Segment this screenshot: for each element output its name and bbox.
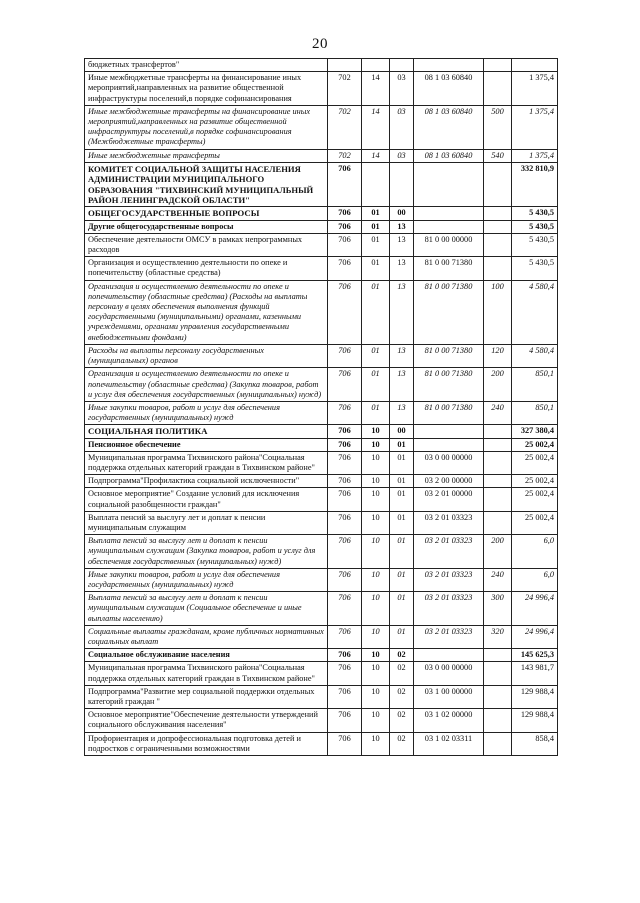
cell-section-code: 10 xyxy=(362,649,390,662)
cell-section-code: 10 xyxy=(362,732,390,755)
cell-amount: 5 430,5 xyxy=(512,220,558,233)
cell-section-code: 10 xyxy=(362,438,390,451)
cell-subsection-code: 01 xyxy=(390,535,414,569)
cell-subsection-code xyxy=(390,59,414,72)
cell-target-article: 03 2 01 03323 xyxy=(414,592,484,626)
cell-name: Иные закупки товаров, работ и услуг для обеспечения государственных (муниципальных) нужд xyxy=(85,401,328,424)
cell-expense-type: 200 xyxy=(484,368,512,402)
cell-department-code: 706 xyxy=(328,662,362,685)
table-row xyxy=(85,401,558,424)
cell-name: Выплата пенсий за выслугу лет и доплат к пенсии муниципальным служащим xyxy=(85,511,328,534)
cell-department-code: 706 xyxy=(328,207,362,220)
cell-department-code: 706 xyxy=(328,568,362,591)
cell-section-code: 10 xyxy=(362,451,390,474)
table-row xyxy=(85,149,558,162)
cell-amount: 5 430,5 xyxy=(512,207,558,220)
cell-amount: 25 002,4 xyxy=(512,475,558,488)
table-row xyxy=(85,732,558,755)
cell-department-code: 706 xyxy=(328,220,362,233)
cell-target-article xyxy=(414,438,484,451)
table-row xyxy=(85,535,558,569)
cell-amount: 858,4 xyxy=(512,732,558,755)
cell-department-code: 702 xyxy=(328,149,362,162)
cell-expense-type: 100 xyxy=(484,280,512,344)
cell-department-code: 706 xyxy=(328,685,362,708)
cell-section-code: 01 xyxy=(362,280,390,344)
table-row xyxy=(85,425,558,438)
cell-target-article: 03 1 00 00000 xyxy=(414,685,484,708)
cell-section-code: 10 xyxy=(362,488,390,511)
table-row xyxy=(85,649,558,662)
cell-subsection-code: 03 xyxy=(390,149,414,162)
cell-section-code: 10 xyxy=(362,709,390,732)
cell-section-code: 01 xyxy=(362,220,390,233)
cell-amount: 332 810,9 xyxy=(512,162,558,207)
cell-subsection-code: 01 xyxy=(390,592,414,626)
cell-department-code: 702 xyxy=(328,105,362,149)
cell-subsection-code: 13 xyxy=(390,344,414,367)
cell-name: Подпрограмма"Развитие мер социальной поддержки отдельных категорий граждан " xyxy=(85,685,328,708)
cell-target-article: 08 1 03 60840 xyxy=(414,72,484,106)
cell-expense-type xyxy=(484,233,512,256)
cell-subsection-code: 00 xyxy=(390,207,414,220)
table-row xyxy=(85,368,558,402)
cell-department-code: 706 xyxy=(328,475,362,488)
cell-amount: 327 380,4 xyxy=(512,425,558,438)
cell-subsection-code: 01 xyxy=(390,625,414,648)
cell-name: Подпрограмма"Профилактика социальной исключенности" xyxy=(85,475,328,488)
cell-expense-type: 540 xyxy=(484,149,512,162)
cell-section-code: 10 xyxy=(362,475,390,488)
cell-expense-type: 240 xyxy=(484,401,512,424)
cell-name: Профориентация и допрофессиональная подготовка детей и подростков с ограниченными возможностями xyxy=(85,732,328,755)
cell-target-article xyxy=(414,59,484,72)
cell-section-code: 01 xyxy=(362,401,390,424)
cell-amount: 5 430,5 xyxy=(512,257,558,280)
cell-department-code: 706 xyxy=(328,401,362,424)
cell-section-code: 01 xyxy=(362,344,390,367)
cell-name: Другие общегосударственные вопросы xyxy=(85,220,328,233)
cell-expense-type: 120 xyxy=(484,344,512,367)
cell-amount: 25 002,4 xyxy=(512,451,558,474)
budget-table-body xyxy=(85,59,558,756)
cell-section-code: 01 xyxy=(362,233,390,256)
cell-department-code: 706 xyxy=(328,649,362,662)
cell-amount: 6,0 xyxy=(512,535,558,569)
cell-amount: 5 430,5 xyxy=(512,233,558,256)
cell-department-code: 706 xyxy=(328,257,362,280)
cell-expense-type xyxy=(484,709,512,732)
cell-amount: 1 375,4 xyxy=(512,72,558,106)
cell-department-code xyxy=(328,59,362,72)
cell-name: Организация и осуществлению деятельности по опеке и попечительству (областные средства) (Закупка товаров, работ и услуг для обеспечения государственных (муниципальных) нужд) xyxy=(85,368,328,402)
cell-target-article: 81 0 00 71380 xyxy=(414,280,484,344)
cell-section-code xyxy=(362,162,390,207)
cell-target-article: 08 1 03 60840 xyxy=(414,149,484,162)
cell-target-article: 03 2 01 03323 xyxy=(414,625,484,648)
cell-subsection-code: 13 xyxy=(390,220,414,233)
cell-department-code: 706 xyxy=(328,233,362,256)
cell-subsection-code: 02 xyxy=(390,709,414,732)
cell-section-code: 01 xyxy=(362,207,390,220)
table-row xyxy=(85,511,558,534)
cell-amount: 6,0 xyxy=(512,568,558,591)
cell-subsection-code: 02 xyxy=(390,662,414,685)
cell-department-code: 706 xyxy=(328,535,362,569)
cell-subsection-code: 13 xyxy=(390,257,414,280)
cell-subsection-code xyxy=(390,162,414,207)
cell-name: Муниципальная программа Тихвинского района"Социальная поддержка отдельных категорий граждан в Тихвинском районе" xyxy=(85,662,328,685)
cell-department-code: 706 xyxy=(328,344,362,367)
cell-section-code: 01 xyxy=(362,257,390,280)
cell-amount: 25 002,4 xyxy=(512,488,558,511)
cell-name: Иные закупки товаров, работ и услуг для обеспечения государственных (муниципальных) нужд xyxy=(85,568,328,591)
cell-subsection-code: 00 xyxy=(390,425,414,438)
cell-subsection-code: 13 xyxy=(390,368,414,402)
cell-department-code: 706 xyxy=(328,162,362,207)
table-row xyxy=(85,207,558,220)
cell-expense-type xyxy=(484,207,512,220)
cell-subsection-code: 01 xyxy=(390,438,414,451)
table-row xyxy=(85,162,558,207)
cell-department-code: 706 xyxy=(328,592,362,626)
cell-target-article xyxy=(414,649,484,662)
cell-section-code: 14 xyxy=(362,149,390,162)
cell-subsection-code: 02 xyxy=(390,649,414,662)
cell-amount: 25 002,4 xyxy=(512,511,558,534)
table-row xyxy=(85,451,558,474)
cell-expense-type xyxy=(484,220,512,233)
cell-name: КОМИТЕТ СОЦИАЛЬНОЙ ЗАЩИТЫ НАСЕЛЕНИЯ АДМИНИСТРАЦИИ МУНИЦИПАЛЬНОГО ОБРАЗОВАНИЯ "ТИХВИНСКИЙ МУНИЦИПАЛЬНЫЙ РАЙОН ЛЕНИНГРАДСКОЙ ОБЛАСТИ" xyxy=(85,162,328,207)
cell-name: СОЦИАЛЬНАЯ ПОЛИТИКА xyxy=(85,425,328,438)
cell-target-article: 81 0 00 71380 xyxy=(414,368,484,402)
page-number: 20 xyxy=(312,36,328,52)
cell-subsection-code: 01 xyxy=(390,511,414,534)
cell-name: бюджетных трансфертов" xyxy=(85,59,328,72)
cell-department-code: 706 xyxy=(328,280,362,344)
table-row xyxy=(85,280,558,344)
cell-amount: 850,1 xyxy=(512,368,558,402)
cell-target-article: 81 0 00 00000 xyxy=(414,233,484,256)
cell-target-article: 03 2 01 03323 xyxy=(414,511,484,534)
cell-name: Иные межбюджетные трансферты xyxy=(85,149,328,162)
cell-amount xyxy=(512,59,558,72)
cell-expense-type xyxy=(484,72,512,106)
cell-subsection-code: 13 xyxy=(390,233,414,256)
table-row xyxy=(85,105,558,149)
cell-target-article: 03 2 01 03323 xyxy=(414,568,484,591)
cell-amount: 24 996,4 xyxy=(512,592,558,626)
cell-expense-type: 300 xyxy=(484,592,512,626)
table-row xyxy=(85,220,558,233)
cell-expense-type: 500 xyxy=(484,105,512,149)
cell-department-code: 706 xyxy=(328,511,362,534)
cell-target-article xyxy=(414,162,484,207)
budget-table xyxy=(84,58,558,756)
cell-subsection-code: 01 xyxy=(390,568,414,591)
cell-expense-type xyxy=(484,59,512,72)
table-row xyxy=(85,475,558,488)
cell-department-code: 706 xyxy=(328,438,362,451)
cell-section-code: 10 xyxy=(362,625,390,648)
cell-name: Выплата пенсий за выслугу лет и доплат к пенсии муниципальным служащим (Закупка товаров, работ и услуг для обеспечения государственных (муниципальных) нужд) xyxy=(85,535,328,569)
cell-subsection-code: 02 xyxy=(390,732,414,755)
cell-expense-type xyxy=(484,488,512,511)
table-row xyxy=(85,709,558,732)
cell-department-code: 706 xyxy=(328,488,362,511)
table-row xyxy=(85,59,558,72)
cell-amount: 143 981,7 xyxy=(512,662,558,685)
cell-subsection-code: 03 xyxy=(390,72,414,106)
table-row xyxy=(85,438,558,451)
cell-name: Основное мероприятие"Обеспечение деятельности утверждений социального обслуживания населения" xyxy=(85,709,328,732)
cell-expense-type xyxy=(484,425,512,438)
cell-target-article: 03 2 00 00000 xyxy=(414,475,484,488)
cell-name: Иные межбюджетные трансферты на финансирование иных мероприятий,направленных на развитие общественной инфраструктуры поселений,в порядке софинансирования (Межбюджетные трансферты) xyxy=(85,105,328,149)
cell-section-code: 10 xyxy=(362,662,390,685)
cell-subsection-code: 03 xyxy=(390,105,414,149)
cell-department-code: 706 xyxy=(328,625,362,648)
cell-section-code: 10 xyxy=(362,511,390,534)
table-row xyxy=(85,662,558,685)
cell-name: Организация и осуществлению деятельности по опеке и попечительству (областные средства) xyxy=(85,257,328,280)
cell-expense-type: 200 xyxy=(484,535,512,569)
cell-target-article: 03 0 00 00000 xyxy=(414,451,484,474)
cell-amount: 1 375,4 xyxy=(512,105,558,149)
cell-expense-type xyxy=(484,475,512,488)
cell-subsection-code: 01 xyxy=(390,451,414,474)
cell-department-code: 702 xyxy=(328,72,362,106)
cell-section-code: 14 xyxy=(362,105,390,149)
cell-expense-type xyxy=(484,438,512,451)
cell-name: Выплата пенсий за выслугу лет и доплат к пенсии муниципальным служащим (Социальное обеспечение и иные выплаты населению) xyxy=(85,592,328,626)
cell-subsection-code: 02 xyxy=(390,685,414,708)
cell-department-code: 706 xyxy=(328,451,362,474)
cell-subsection-code: 01 xyxy=(390,488,414,511)
cell-amount: 4 580,4 xyxy=(512,344,558,367)
cell-section-code: 01 xyxy=(362,368,390,402)
cell-expense-type xyxy=(484,662,512,685)
cell-name: Социальное обслуживание населения xyxy=(85,649,328,662)
cell-name: Обеспечение деятельности ОМСУ в рамках непрограммных расходов xyxy=(85,233,328,256)
cell-expense-type xyxy=(484,685,512,708)
table-row xyxy=(85,592,558,626)
table-row xyxy=(85,233,558,256)
cell-subsection-code: 13 xyxy=(390,280,414,344)
cell-amount: 1 375,4 xyxy=(512,149,558,162)
cell-target-article xyxy=(414,425,484,438)
cell-target-article: 03 2 01 03323 xyxy=(414,535,484,569)
cell-expense-type xyxy=(484,732,512,755)
cell-expense-type: 240 xyxy=(484,568,512,591)
cell-expense-type xyxy=(484,257,512,280)
table-row xyxy=(85,568,558,591)
cell-department-code: 706 xyxy=(328,425,362,438)
cell-target-article: 03 1 02 00000 xyxy=(414,709,484,732)
cell-expense-type xyxy=(484,451,512,474)
cell-section-code xyxy=(362,59,390,72)
cell-subsection-code: 13 xyxy=(390,401,414,424)
table-row xyxy=(85,72,558,106)
cell-amount: 145 625,3 xyxy=(512,649,558,662)
cell-name: Социальные выплаты гражданам, кроме публичных нормативных социальных выплат xyxy=(85,625,328,648)
cell-name: Организация и осуществлению деятельности по опеке и попечительству (областные средства) (Расходы на выплаты персоналу в целях обеспечения выполнения функций государственными (муниципальными) органами, казенными учреждениями, органами управления государственными внебюджетными фондами) xyxy=(85,280,328,344)
table-row xyxy=(85,488,558,511)
cell-section-code: 10 xyxy=(362,535,390,569)
cell-target-article: 81 0 00 71380 xyxy=(414,401,484,424)
cell-amount: 129 988,4 xyxy=(512,709,558,732)
cell-target-article xyxy=(414,220,484,233)
cell-section-code: 10 xyxy=(362,685,390,708)
cell-name: Пенсионное обеспечение xyxy=(85,438,328,451)
cell-amount: 25 002,4 xyxy=(512,438,558,451)
cell-department-code: 706 xyxy=(328,732,362,755)
cell-target-article: 08 1 03 60840 xyxy=(414,105,484,149)
cell-target-article: 81 0 00 71380 xyxy=(414,257,484,280)
cell-expense-type: 320 xyxy=(484,625,512,648)
cell-section-code: 10 xyxy=(362,568,390,591)
cell-expense-type xyxy=(484,511,512,534)
cell-expense-type xyxy=(484,649,512,662)
cell-expense-type xyxy=(484,162,512,207)
table-row xyxy=(85,685,558,708)
cell-name: Муниципальная программа Тихвинского района"Социальная поддержка отдельных категорий граждан в Тихвинском районе" xyxy=(85,451,328,474)
cell-amount: 129 988,4 xyxy=(512,685,558,708)
cell-target-article: 03 0 00 00000 xyxy=(414,662,484,685)
cell-name: ОБЩЕГОСУДАРСТВЕННЫЕ ВОПРОСЫ xyxy=(85,207,328,220)
cell-target-article xyxy=(414,207,484,220)
table-row xyxy=(85,257,558,280)
cell-amount: 4 580,4 xyxy=(512,280,558,344)
cell-target-article: 03 1 02 03311 xyxy=(414,732,484,755)
cell-target-article: 03 2 01 00000 xyxy=(414,488,484,511)
cell-name: Основное мероприятие" Создание условий для исключения социальной разобщенности граждан" xyxy=(85,488,328,511)
table-row xyxy=(85,625,558,648)
cell-name: Расходы на выплаты персоналу государственных (муниципальных) органов xyxy=(85,344,328,367)
table-row xyxy=(85,344,558,367)
cell-department-code: 706 xyxy=(328,709,362,732)
cell-section-code: 14 xyxy=(362,72,390,106)
cell-subsection-code: 01 xyxy=(390,475,414,488)
cell-name: Иные межбюджетные трансферты на финансирование иных мероприятий,направленных на развитие общественной инфраструктуры поселений,в порядке софинансирования xyxy=(85,72,328,106)
cell-amount: 850,1 xyxy=(512,401,558,424)
cell-department-code: 706 xyxy=(328,368,362,402)
cell-section-code: 10 xyxy=(362,592,390,626)
cell-section-code: 10 xyxy=(362,425,390,438)
cell-target-article: 81 0 00 71380 xyxy=(414,344,484,367)
cell-amount: 24 996,4 xyxy=(512,625,558,648)
